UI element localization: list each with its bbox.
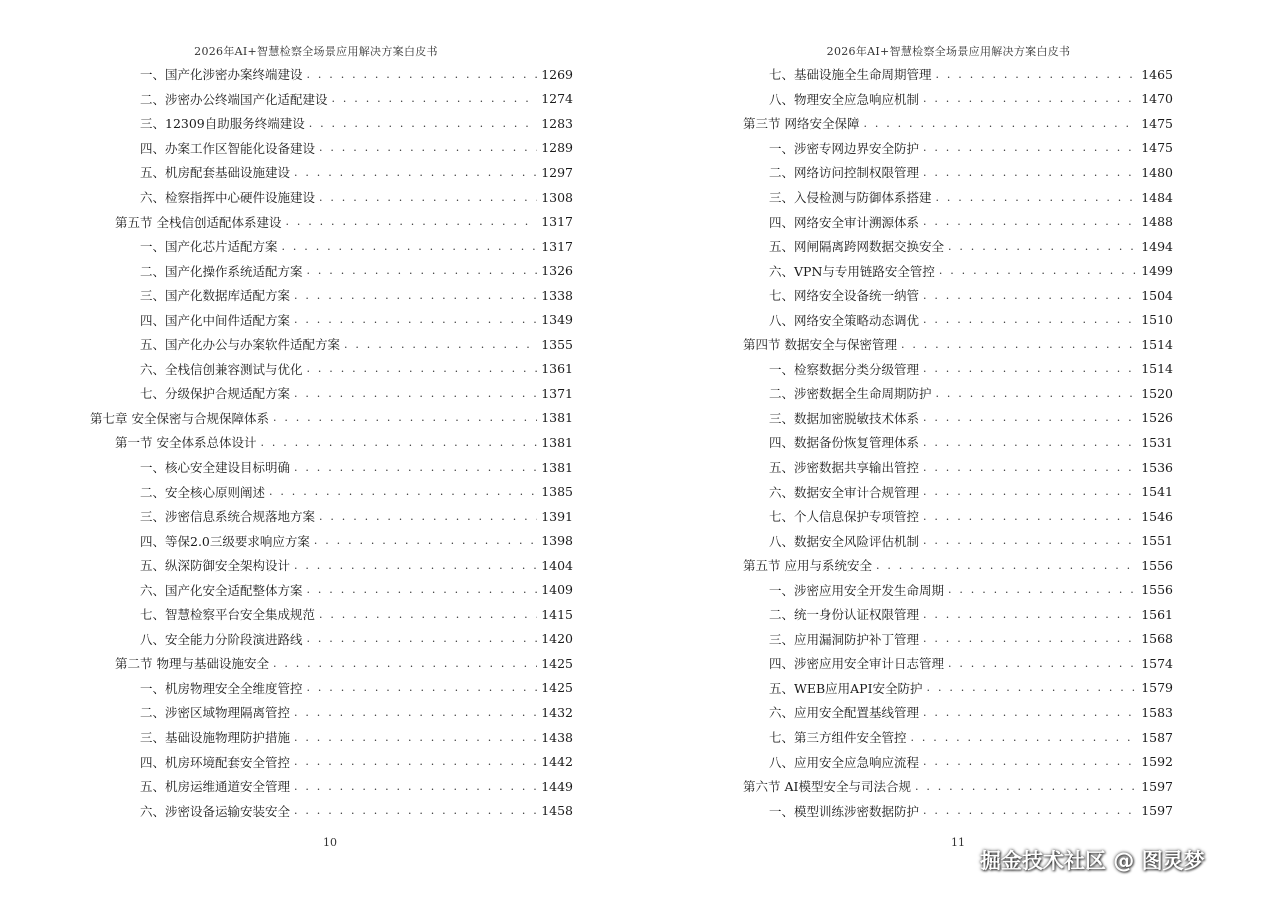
dot-leader [923, 461, 1137, 474]
toc-entry-title: 第一节 安全体系总体设计 [115, 435, 257, 451]
toc-entry-title: 七、基础设施全生命周期管理 [769, 67, 932, 83]
toc-entry[interactable] [0, 577, 632, 602]
toc-entry-title: 一、检察数据分类分级管理 [769, 361, 920, 377]
toc-entry-page: 1531 [1141, 434, 1173, 450]
dot-leader [923, 215, 1137, 228]
toc-entry[interactable] [632, 87, 1265, 112]
toc-entry[interactable] [632, 234, 1265, 259]
toc-entry-title: 一、国产化涉密办案终端建设 [140, 67, 303, 83]
toc-entry-page: 1449 [541, 778, 573, 794]
dot-leader [923, 436, 1137, 449]
dot-leader [307, 632, 538, 645]
dot-leader [294, 289, 537, 302]
dot-leader [294, 804, 537, 817]
toc-entry-title: 第五节 应用与系统安全 [743, 558, 872, 574]
toc-entry-page: 1391 [541, 508, 573, 524]
dot-leader [923, 706, 1137, 719]
toc-entry[interactable] [632, 774, 1265, 799]
dot-leader [923, 755, 1137, 768]
toc-entry-title: 八、应用安全应急响应流程 [769, 754, 920, 770]
dot-leader [294, 313, 537, 326]
toc-entry-title: 五、机房配套基础设施建设 [140, 165, 291, 181]
toc-entry[interactable] [632, 602, 1265, 627]
dot-leader [936, 387, 1138, 400]
toc-entry[interactable] [632, 357, 1265, 382]
toc-entry-page: 1381 [541, 459, 573, 475]
toc-entry[interactable] [632, 111, 1265, 136]
toc-entry-page: 1349 [541, 312, 573, 328]
toc-entry[interactable] [0, 430, 632, 455]
toc-entry-page: 1432 [541, 704, 573, 720]
dot-leader [863, 117, 1137, 130]
toc-entry-title: 一、机房物理安全全维度管控 [140, 680, 303, 696]
toc-entry-page: 1361 [541, 361, 573, 377]
toc-entry[interactable] [632, 504, 1265, 529]
toc-entry-title: 三、入侵检测与防御体系搭建 [769, 190, 932, 205]
dot-leader [294, 559, 537, 572]
toc-entry-page: 1592 [1141, 754, 1173, 770]
dot-leader [923, 608, 1137, 621]
toc-entry-title: 七、网络安全设备统一纳管 [769, 288, 920, 304]
toc-entry-title: 八、安全能力分阶段演进路线 [140, 631, 303, 647]
toc-entry[interactable] [632, 283, 1265, 308]
toc-entry-page: 1579 [1141, 680, 1173, 696]
toc-entry-page: 1510 [1141, 312, 1173, 328]
toc-entry[interactable] [632, 627, 1265, 652]
toc-entry-title: 第五节 全栈信创适配体系建设 [115, 214, 282, 230]
toc-entry[interactable] [632, 725, 1265, 750]
toc-entry-page: 1556 [1141, 557, 1173, 573]
dot-leader [285, 215, 537, 228]
dot-leader [294, 755, 537, 768]
dot-leader [307, 583, 538, 596]
toc-entry-page: 1514 [1141, 361, 1173, 377]
dot-leader [923, 362, 1137, 375]
toc-entry-page: 1556 [1141, 582, 1173, 598]
toc-entry-page: 1536 [1141, 459, 1173, 475]
toc-entry[interactable] [0, 62, 632, 87]
toc-entry-title: 四、国产化中间件适配方案 [140, 312, 291, 328]
toc-entry-page: 1458 [541, 803, 573, 819]
dot-leader [307, 681, 538, 694]
dot-leader [923, 141, 1137, 154]
toc-entry-title: 六、检察指挥中心硬件设施建设 [140, 190, 316, 205]
dot-leader [923, 92, 1137, 105]
toc-entry-title: 四、办案工作区智能化设备建设 [140, 140, 316, 156]
toc-entry-title: 八、数据安全风险评估机制 [769, 533, 920, 549]
toc-entry-title: 一、涉密应用安全开发生命周期 [769, 582, 945, 598]
toc-entry[interactable] [632, 332, 1265, 357]
toc-entry[interactable] [0, 87, 632, 112]
dot-leader [915, 780, 1137, 793]
dot-leader [923, 289, 1137, 302]
dot-leader [314, 534, 537, 547]
toc-entry-title: 二、安全核心原则阐述 [140, 484, 266, 500]
toc-entry-title: 二、网络访问控制权限管理 [769, 165, 920, 181]
toc-entry-title: 七、智慧检察平台安全集成规范 [140, 607, 316, 623]
toc-entry[interactable] [0, 749, 632, 774]
toc-entry[interactable] [0, 651, 632, 676]
toc-entry-title: 二、统一身份认证权限管理 [769, 607, 920, 623]
page-header: 2026年AI+智慧检察全场景应用解决方案白皮书 [826, 45, 1071, 58]
toc-entry-title: 二、国产化操作系统适配方案 [140, 263, 303, 279]
toc-entry-title: 第三节 网络安全保障 [743, 116, 860, 132]
toc-entry-page: 1520 [1141, 385, 1173, 401]
toc-entry[interactable] [0, 528, 632, 553]
toc-entry[interactable] [0, 479, 632, 504]
toc-entry[interactable] [632, 479, 1265, 504]
toc-entry[interactable] [0, 725, 632, 750]
toc-entry-title: 二、涉密数据全生命周期防护 [769, 386, 932, 402]
toc-entry-title: 五、涉密数据共享输出管控 [769, 460, 920, 476]
table-of-contents [0, 62, 632, 823]
toc-entry-page: 1425 [541, 655, 573, 671]
toc-entry[interactable] [0, 111, 632, 136]
toc-entry-title: 一、模型训练涉密数据防护 [769, 803, 920, 819]
dot-leader [923, 166, 1137, 179]
toc-entry[interactable] [0, 602, 632, 627]
toc-entry-page: 1398 [541, 533, 573, 549]
toc-entry[interactable] [0, 258, 632, 283]
toc-entry[interactable] [0, 357, 632, 382]
toc-entry[interactable] [632, 553, 1265, 578]
toc-entry[interactable] [0, 209, 632, 234]
toc-entry-title: 五、网闸隔离跨网数据交换安全 [769, 239, 945, 255]
toc-entry-page: 1514 [1141, 336, 1173, 352]
toc-entry-title: 四、涉密应用安全审计日志管理 [769, 656, 945, 672]
toc-entry-title: 三、应用漏洞防护补丁管理 [769, 631, 920, 647]
toc-entry-title: 八、物理安全应急响应机制 [769, 91, 920, 107]
toc-entry[interactable] [632, 528, 1265, 553]
toc-entry-title: 二、涉密办公终端国产化适配建设 [140, 91, 328, 107]
toc-entry-title: 一、涉密专网边界安全防护 [769, 140, 920, 156]
toc-entry-title: 五、WEB应用API安全防护 [769, 680, 923, 696]
dot-leader [923, 485, 1137, 498]
toc-entry-page: 1297 [541, 164, 573, 180]
dot-leader [923, 510, 1137, 523]
toc-entry-page: 1546 [1141, 508, 1173, 524]
toc-entry[interactable] [0, 381, 632, 406]
toc-entry[interactable] [632, 455, 1265, 480]
toc-entry[interactable] [632, 62, 1265, 87]
toc-entry[interactable] [0, 455, 632, 480]
toc-entry-title: 三、数据加密脱敏技术体系 [769, 410, 920, 426]
toc-entry-title: 六、数据安全审计合规管理 [769, 484, 920, 500]
table-of-contents [632, 62, 1265, 823]
dot-leader [936, 191, 1138, 204]
toc-entry-page: 1470 [1141, 91, 1173, 107]
dot-leader [319, 608, 537, 621]
dot-leader [294, 461, 537, 474]
toc-entry-page: 1475 [1141, 140, 1173, 156]
toc-entry-page: 1597 [1141, 803, 1173, 819]
toc-entry-page: 1475 [1141, 115, 1173, 131]
dot-leader [282, 240, 538, 253]
toc-entry-title: 五、机房运维通道安全管理 [140, 779, 291, 795]
toc-entry-page: 1317 [541, 214, 573, 230]
toc-entry-page: 1326 [541, 263, 573, 279]
toc-entry-title: 四、数据备份恢复管理体系 [769, 435, 920, 451]
toc-entry[interactable] [0, 676, 632, 701]
toc-entry-title: 七、个人信息保护专项管控 [769, 509, 920, 525]
toc-entry-page: 1438 [541, 729, 573, 745]
toc-entry-title: 四、等保2.0三级要求响应方案 [140, 533, 310, 549]
toc-entry[interactable] [632, 160, 1265, 185]
dot-leader [294, 706, 537, 719]
dot-leader [948, 583, 1137, 596]
toc-entry-title: 一、国产化芯片适配方案 [140, 239, 278, 255]
dot-leader [939, 264, 1137, 277]
dot-leader [294, 731, 537, 744]
toc-entry-page: 1583 [1141, 704, 1173, 720]
toc-entry-title: 第七章 安全保密与合规保障体系 [90, 410, 269, 426]
toc-entry[interactable] [632, 381, 1265, 406]
page-header: 2026年AI+智慧检察全场景应用解决方案白皮书 [194, 45, 438, 58]
toc-entry[interactable] [0, 504, 632, 529]
left-page [0, 0, 632, 898]
toc-entry[interactable] [0, 332, 632, 357]
toc-entry[interactable] [632, 209, 1265, 234]
toc-entry-page: 1283 [541, 115, 573, 131]
toc-entry-title: 四、机房环境配套安全管控 [140, 754, 291, 770]
dot-leader [332, 92, 538, 105]
toc-entry[interactable] [632, 749, 1265, 774]
toc-entry-title: 四、网络安全审计溯源体系 [769, 214, 920, 230]
dot-leader [307, 362, 538, 375]
toc-entry-title: 五、纵深防御安全架构设计 [140, 558, 291, 574]
toc-entry-page: 1269 [541, 66, 573, 82]
watermark-text: 掘金技术社区 @ 图灵梦 [980, 849, 1205, 873]
toc-entry-page: 1504 [1141, 287, 1173, 303]
toc-entry-title: 第二节 物理与基础设施安全 [115, 656, 269, 672]
toc-entry[interactable] [0, 627, 632, 652]
toc-entry-page: 1484 [1141, 189, 1173, 205]
toc-entry[interactable] [0, 307, 632, 332]
toc-entry-page: 1381 [541, 434, 573, 450]
toc-entry-page: 1409 [541, 582, 573, 598]
toc-entry-page: 1480 [1141, 164, 1173, 180]
dot-leader [927, 681, 1138, 694]
toc-entry[interactable] [0, 160, 632, 185]
page-number: 10 [323, 836, 337, 849]
toc-entry[interactable] [0, 406, 632, 431]
toc-entry-page: 1338 [541, 287, 573, 303]
toc-entry-title: 六、VPN与专用链路安全管控 [769, 263, 935, 279]
toc-entry[interactable] [0, 700, 632, 725]
toc-entry-page: 1597 [1141, 778, 1173, 794]
dot-leader [319, 141, 537, 154]
toc-entry[interactable] [632, 651, 1265, 676]
dot-leader [923, 632, 1137, 645]
toc-entry-page: 1568 [1141, 631, 1173, 647]
toc-entry-title: 六、全栈信创兼容测试与优化 [140, 361, 303, 377]
dot-leader [923, 313, 1137, 326]
toc-entry-title: 一、核心安全建设目标明确 [140, 460, 291, 476]
toc-entry-page: 1308 [541, 189, 573, 205]
toc-entry-page: 1561 [1141, 606, 1173, 622]
toc-entry-title: 六、国产化安全适配整体方案 [140, 582, 303, 598]
toc-entry-page: 1415 [541, 606, 573, 622]
toc-entry-page: 1385 [541, 484, 573, 500]
dot-leader [260, 436, 537, 449]
toc-entry[interactable] [632, 577, 1265, 602]
toc-entry-page: 1381 [541, 410, 573, 426]
toc-entry-title: 七、第三方组件安全管控 [769, 730, 907, 746]
page-number: 11 [951, 836, 965, 849]
toc-entry-page: 1526 [1141, 410, 1173, 426]
toc-entry-title: 三、国产化数据库适配方案 [140, 288, 291, 304]
dot-leader [319, 191, 537, 204]
toc-entry[interactable] [632, 136, 1265, 161]
toc-entry-title: 六、涉密设备运输安装安全 [140, 803, 291, 819]
dot-leader [307, 68, 538, 81]
toc-entry-title: 三、涉密信息系统合规落地方案 [140, 509, 316, 525]
toc-entry-title: 七、分级保护合规适配方案 [140, 386, 291, 402]
toc-entry-page: 1587 [1141, 729, 1173, 745]
toc-entry[interactable] [0, 185, 632, 210]
toc-entry-page: 1488 [1141, 214, 1173, 230]
toc-entry[interactable] [632, 700, 1265, 725]
toc-entry-page: 1551 [1141, 533, 1173, 549]
toc-entry-page: 1425 [541, 680, 573, 696]
toc-entry[interactable] [632, 798, 1265, 823]
toc-entry-page: 1494 [1141, 238, 1173, 254]
toc-entry[interactable] [632, 185, 1265, 210]
dot-leader [901, 338, 1137, 351]
toc-entry[interactable] [632, 406, 1265, 431]
dot-leader [319, 510, 537, 523]
toc-entry-page: 1371 [541, 385, 573, 401]
toc-entry-page: 1289 [541, 140, 573, 156]
toc-entry-page: 1317 [541, 238, 573, 254]
dot-leader [269, 485, 537, 498]
dot-leader [273, 657, 537, 670]
dot-leader [948, 240, 1137, 253]
toc-entry-page: 1274 [541, 91, 573, 107]
toc-entry-page: 1541 [1141, 484, 1173, 500]
toc-entry[interactable] [0, 234, 632, 259]
dot-leader [344, 338, 537, 351]
toc-entry[interactable] [0, 774, 632, 799]
toc-entry-page: 1420 [541, 631, 573, 647]
dot-leader [294, 387, 537, 400]
dot-leader [923, 534, 1137, 547]
dot-leader [309, 117, 537, 130]
dot-leader [923, 411, 1137, 424]
toc-entry[interactable] [0, 553, 632, 578]
dot-leader [294, 166, 537, 179]
dot-leader [948, 657, 1137, 670]
dot-leader [294, 780, 537, 793]
toc-entry[interactable] [0, 283, 632, 308]
dot-leader [923, 804, 1137, 817]
toc-entry[interactable] [0, 798, 632, 823]
toc-entry-page: 1574 [1141, 655, 1173, 671]
toc-entry-title: 八、网络安全策略动态调优 [769, 312, 920, 328]
right-page [632, 0, 1265, 898]
toc-entry[interactable] [632, 307, 1265, 332]
toc-entry[interactable] [632, 676, 1265, 701]
dot-leader [876, 559, 1137, 572]
toc-entry-page: 1499 [1141, 263, 1173, 279]
toc-entry-page: 1404 [541, 557, 573, 573]
dot-leader [936, 68, 1138, 81]
toc-entry[interactable] [0, 136, 632, 161]
toc-entry-page: 1442 [541, 754, 573, 770]
toc-entry[interactable] [632, 258, 1265, 283]
toc-entry[interactable] [632, 430, 1265, 455]
toc-entry-page: 1355 [541, 336, 573, 352]
dot-leader [273, 411, 537, 424]
toc-entry-title: 第四节 数据安全与保密管理 [743, 337, 897, 353]
toc-entry-title: 三、12309自助服务终端建设 [140, 116, 305, 132]
dot-leader [911, 731, 1138, 744]
toc-entry-title: 三、基础设施物理防护措施 [140, 730, 291, 746]
toc-entry-title: 二、涉密区域物理隔离管控 [140, 705, 291, 721]
toc-entry-title: 五、国产化办公与办案软件适配方案 [140, 337, 341, 353]
dot-leader [307, 264, 538, 277]
toc-entry-title: 六、应用安全配置基线管理 [769, 705, 920, 721]
toc-entry-title: 第六节 AI模型安全与司法合规 [743, 779, 911, 795]
toc-entry-page: 1465 [1141, 66, 1173, 82]
